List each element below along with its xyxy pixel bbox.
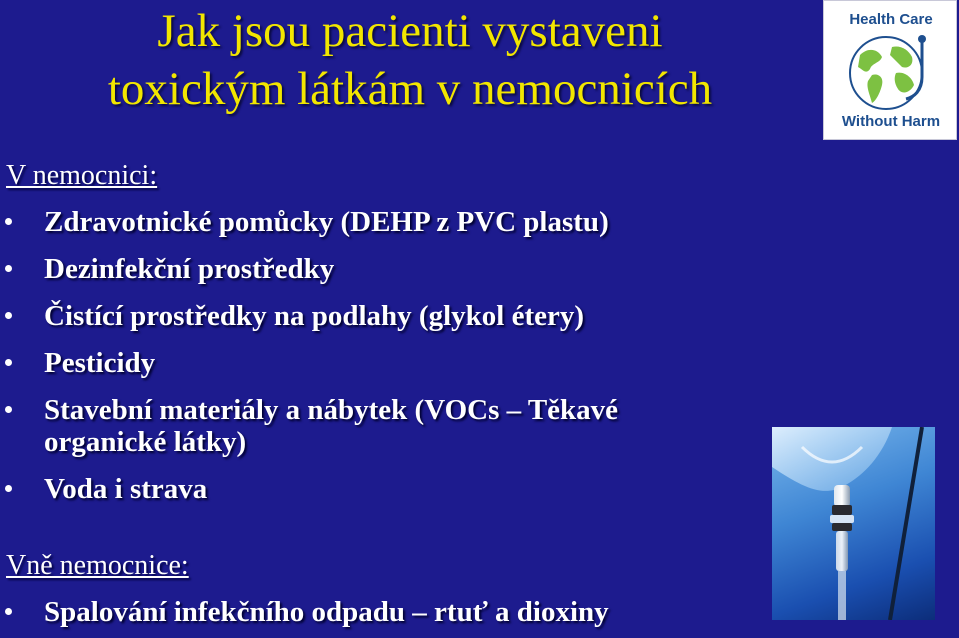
logo-text-top: Health Care bbox=[849, 11, 933, 28]
iv-drip-photo bbox=[772, 427, 935, 620]
bullet-list-in-hospital bbox=[0, 206, 764, 505]
health-care-without-harm-logo bbox=[823, 0, 957, 140]
bullet-item bbox=[0, 300, 764, 332]
bullet-text: Čistící prostředky na podlahy (glykol étery) bbox=[44, 300, 584, 332]
slide-title bbox=[30, 2, 790, 118]
bullet-dot-icon bbox=[5, 218, 12, 225]
bullet-text: Voda i strava bbox=[44, 473, 208, 505]
bullet-dot-icon bbox=[5, 312, 12, 319]
bullet-item bbox=[0, 206, 764, 238]
bullet-text: Dezinfekční prostředky bbox=[44, 253, 335, 285]
bullet-text: Stavební materiály a nábytek (VOCs – Těkavé organické látky) bbox=[44, 394, 619, 458]
bullet-text: Pesticidy bbox=[44, 347, 156, 379]
bullet-text: Spalování infekčního odpadu – rtuť a dioxiny bbox=[44, 596, 609, 628]
iv-drip-image bbox=[772, 427, 935, 620]
logo-text-bottom: Without Harm bbox=[841, 113, 941, 130]
title-line-1: Jak jsou pacienti vystaveni bbox=[157, 5, 663, 57]
bullet-dot-icon bbox=[5, 485, 12, 492]
bullet-dot-icon bbox=[5, 265, 12, 272]
bullet-item bbox=[0, 473, 764, 505]
bullet-dot-icon bbox=[5, 359, 12, 366]
bullet-item bbox=[0, 394, 744, 458]
bullet-dot-icon bbox=[5, 406, 12, 413]
title-line-2: toxickým látkám v nemocnicích bbox=[107, 63, 713, 115]
bullet-item bbox=[0, 253, 764, 285]
globe-stethoscope-icon bbox=[842, 33, 940, 111]
bullet-item bbox=[0, 347, 764, 379]
bullet-text: Zdravotnické pomůcky (DEHP z PVC plastu) bbox=[44, 206, 609, 238]
section-heading-outside-hospital: Vně nemocnice: bbox=[6, 550, 189, 581]
section-heading-in-hospital: V nemocnici: bbox=[6, 160, 158, 191]
bullet-item bbox=[0, 596, 764, 628]
bullet-list-outside-hospital bbox=[0, 596, 764, 628]
bullet-dot-icon bbox=[5, 608, 12, 615]
